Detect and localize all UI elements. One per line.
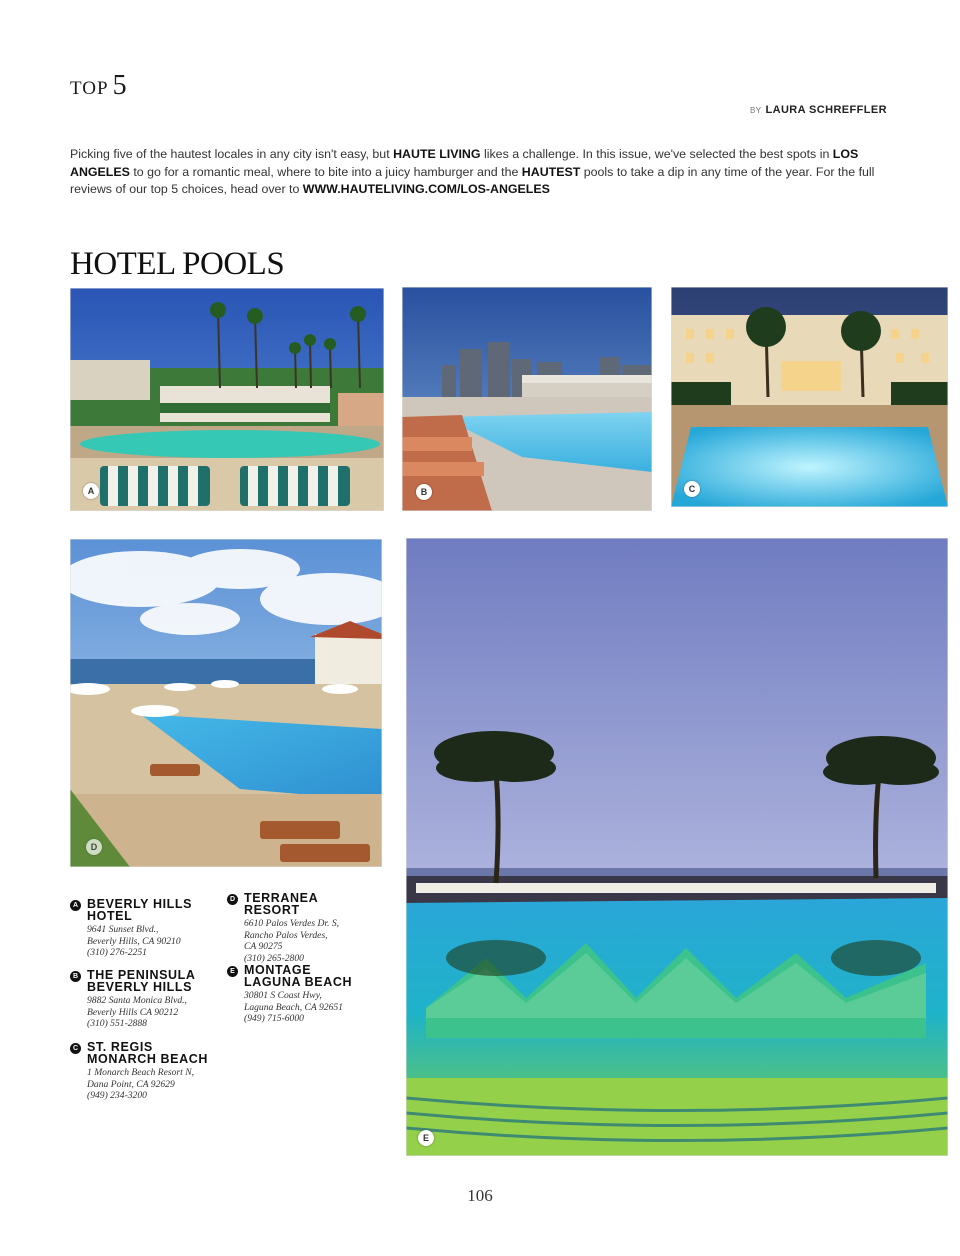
intro-text-3: to go for a romantic meal, where to bite into a juicy hamburger and the <box>129 164 522 179</box>
page-number: 106 <box>467 1186 493 1205</box>
listing-address: 9882 Santa Monica Blvd., Beverly Hills CA 90212 (310) 551-2888 <box>87 995 187 1029</box>
listing-name: TERRANEA RESORT <box>244 891 318 917</box>
photo-peninsula <box>402 287 652 511</box>
section-title: HOTEL POOLS <box>70 246 285 282</box>
intro-link-url[interactable]: WWW.HAUTELIVING.COM/LOS-ANGELES <box>302 182 550 196</box>
photo-terranea <box>70 539 382 867</box>
intro-text-4: pools to take a dip in any time of the year. For the full reviews of our top 5 choices, head over to <box>70 164 875 196</box>
listing-beverly-hills-hotel <box>70 899 220 959</box>
listing-name: BEVERLY HILLS HOTEL <box>87 897 193 923</box>
section-label <box>70 70 127 102</box>
intro-bold-hautest: HAUTEST <box>521 164 581 179</box>
listing-letter-c: C <box>70 1043 81 1054</box>
listing-letter-b: B <box>70 971 81 982</box>
intro-paragraph <box>70 146 890 199</box>
listing-address: 1 Monarch Beach Resort N, Dana Point, CA 92629 (949) 234-3200 <box>87 1067 195 1101</box>
listing-montage <box>227 965 377 1025</box>
listing-peninsula <box>70 970 220 1030</box>
listing-letter-e: E <box>227 966 238 977</box>
top-number: 5 <box>112 70 127 101</box>
byline <box>750 104 887 116</box>
listing-address: 6610 Palos Verdes Dr. S, Rancho Palos Verdes, CA 90275 (310) 265-2800 <box>244 918 340 964</box>
listing-name: MONTAGE LAGUNA BEACH <box>244 963 353 989</box>
intro-bold-haute-living: HAUTE LIVING <box>393 147 481 161</box>
listing-letter-d: D <box>227 894 238 905</box>
photo-marker-d: D <box>86 839 102 855</box>
photo-marker-e: E <box>418 1130 434 1146</box>
listing-terranea <box>227 893 377 964</box>
intro-bold-los-angeles: LOS ANGELES <box>70 147 859 179</box>
photo-st-regis <box>671 287 948 507</box>
listing-address: 30801 S Coast Hwy, Laguna Beach, CA 92651 (949) 715-6000 <box>244 990 343 1024</box>
photo-marker-b: B <box>416 484 432 500</box>
byline-prefix: BY <box>750 106 762 115</box>
listing-st-regis <box>70 1042 220 1102</box>
photo-beverly-hills-hotel <box>70 288 384 511</box>
photo-marker-a: A <box>83 483 99 499</box>
author-name: LAURA SCHREFFLER <box>765 104 887 116</box>
photo-marker-c: C <box>684 481 700 497</box>
listing-name: ST. REGIS MONARCH BEACH <box>87 1040 208 1066</box>
top-label: TOP <box>70 78 109 99</box>
intro-text-2: likes a challenge. In this issue, we've selected the best spots in <box>480 147 833 161</box>
listing-address: 9641 Sunset Blvd., Beverly Hills, CA 90210 (310) 276-2251 <box>87 924 181 958</box>
listing-name: THE PENINSULA BEVERLY HILLS <box>87 968 196 994</box>
listing-letter-a: A <box>70 900 81 911</box>
photo-montage-laguna-beach <box>406 538 948 1156</box>
intro-text-1: Picking five of the hautest locales in any city isn't easy, but <box>70 147 394 161</box>
